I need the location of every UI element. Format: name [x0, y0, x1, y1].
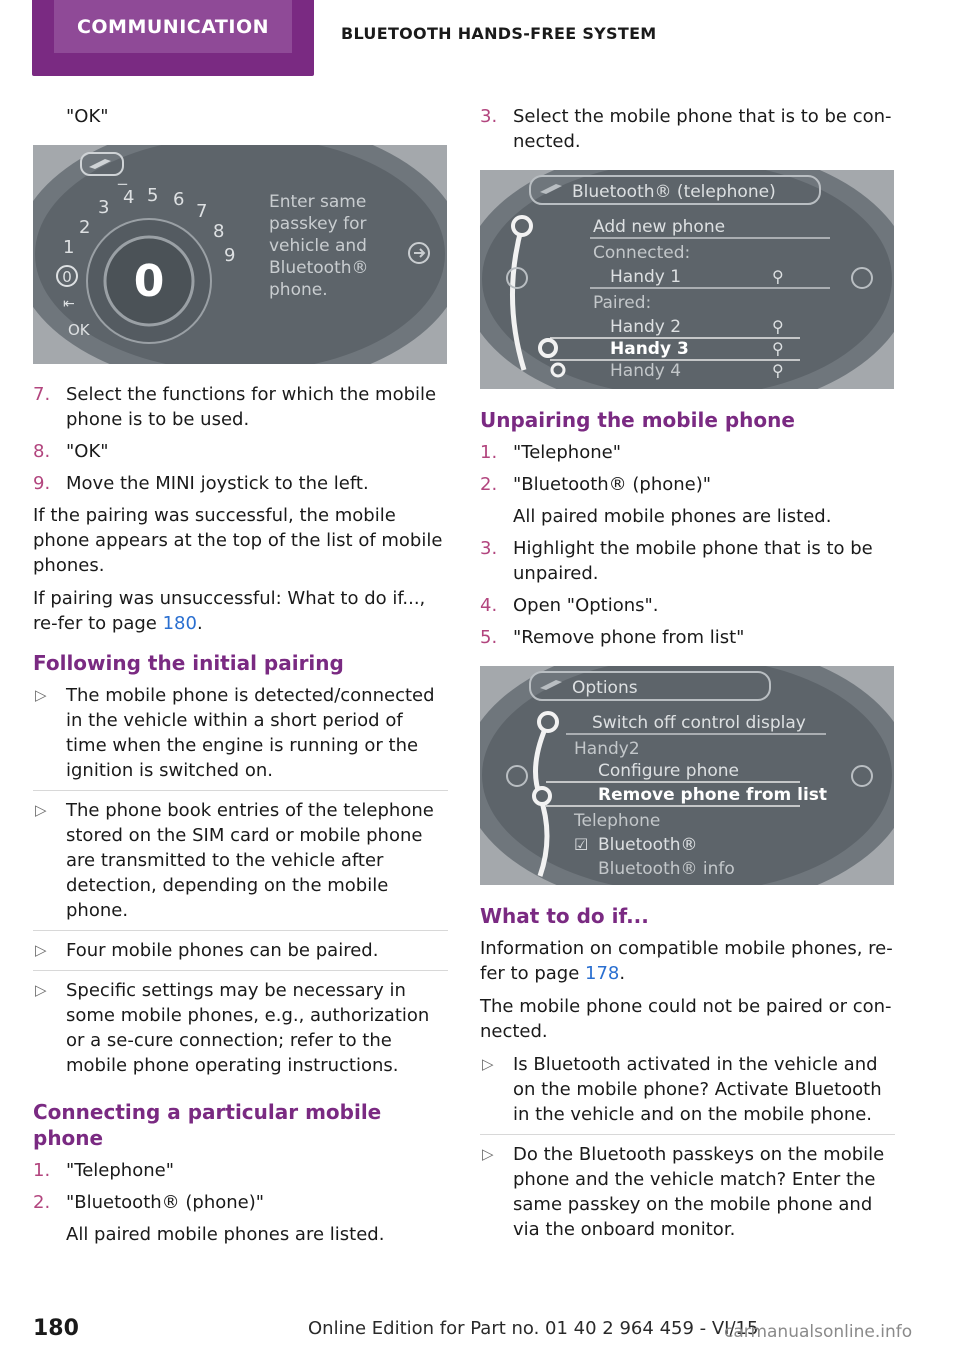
bullet-item: ▷ The mobile phone is detected/connected in the vehicle within a short period of time when the engine is running or the ignition is switched on. — [33, 683, 448, 791]
small-zero: 0 — [62, 268, 72, 286]
passkey-screen-figure — [33, 145, 447, 364]
paragraph: The mobile phone could not be paired or con‐nected. — [480, 996, 892, 1042]
list-item: 5. "Remove phone from list" — [480, 627, 745, 648]
page-link[interactable]: 180 — [162, 613, 197, 634]
watermark: carmanualsonline.info — [724, 1322, 913, 1342]
menu-item: Handy 1 — [610, 267, 682, 287]
bullet-list — [33, 683, 448, 1085]
hint-line-2: passkey for — [269, 214, 367, 234]
menu-item: Bluetooth® info — [598, 859, 735, 879]
digit-6: 6 — [173, 189, 185, 210]
list-item: 2. "Bluetooth® (phone)" All paired mobile phones are listed. — [33, 1192, 385, 1245]
chapter-title: COMMUNICATION — [54, 0, 292, 53]
menu-item: Telephone — [574, 811, 661, 831]
bullet-item: ▷ The phone book entries of the telephone stored on the SIM card or mobile phone are transmitted to the vehicle after detection, depending on the mobile phone. — [33, 798, 448, 931]
screen-title: Options — [572, 678, 638, 698]
menu-item: Bluetooth® — [598, 835, 698, 855]
ok-label: OK — [68, 321, 90, 339]
passkey-screen-graphic — [33, 145, 447, 364]
heading-unpairing: Unpairing the mobile phone — [480, 408, 795, 432]
phone-icon: ⚲ — [772, 339, 784, 358]
paragraph: If pairing was unsuccessful: What to do if..., re‐fer to page 180. — [33, 588, 426, 634]
menu-item-selected: Handy 3 — [610, 339, 689, 359]
digit-8: 8 — [213, 221, 225, 242]
section-title: BLUETOOTH HANDS-FREE SYSTEM — [341, 24, 657, 43]
paragraph: Information on compatible mobile phones, re‐fer to page 178. — [480, 938, 893, 984]
triangle-icon: ▷ — [35, 941, 47, 959]
list-item: 3. Select the mobile phone that is to be con‐nected. — [480, 106, 892, 152]
cursor: _ — [118, 165, 127, 186]
bullet-item: ▷ Do the Bluetooth passkeys on the mobile phone and the vehicle match? Enter the same passkey on the mobile phone and via the onboard monitor. — [482, 1144, 885, 1240]
page-link[interactable]: 178 — [585, 963, 620, 984]
bullet-item: ▷ Four mobile phones can be paired. — [33, 938, 448, 971]
menu-item: Paired: — [593, 293, 652, 313]
left-column — [33, 104, 448, 1254]
menu-item: Handy 2 — [610, 317, 682, 337]
digit-4: 4 — [123, 187, 135, 208]
list-item: 4. Open "Options". — [480, 595, 659, 616]
bluetooth-telephone-graphic — [480, 170, 894, 389]
backspace-icon: ⇤ — [63, 296, 75, 312]
list-item: 9. Move the MINI joystick to the left. — [33, 473, 369, 494]
menu-item: Handy 4 — [610, 361, 682, 381]
chapter-tab — [32, 0, 314, 76]
options-screen-graphic — [480, 666, 894, 885]
check-icon: ☑ — [574, 835, 589, 854]
digit-2: 2 — [79, 217, 91, 238]
options-screen-figure — [480, 666, 894, 885]
triangle-icon: ▷ — [35, 981, 47, 999]
hint-line-5: phone. — [269, 280, 328, 300]
triangle-icon: ▷ — [482, 1055, 494, 1073]
ok-step: "OK" — [66, 106, 109, 127]
heading-connecting: Connecting a particular mobile phone — [33, 1100, 382, 1150]
bullet-list — [480, 1052, 895, 1249]
hint-line-3: vehicle and — [269, 236, 367, 256]
screen-title: Bluetooth® (telephone) — [572, 182, 776, 202]
hint-line-4: Bluetooth® — [269, 258, 369, 278]
phone-icon: ⚲ — [772, 317, 784, 336]
list-item: 7. Select the functions for which the mobile phone is to be used. — [33, 384, 437, 430]
digit-3: 3 — [98, 197, 110, 218]
big-zero: 0 — [133, 256, 165, 307]
list-item: 8. "OK" — [33, 441, 109, 462]
bullet-item: ▷ Is Bluetooth activated in the vehicle and on the mobile phone? Activate Bluetooth in the vehicle and on the mobile phone. — [480, 1052, 895, 1135]
page-number: 180 — [33, 1316, 79, 1341]
digit-9: 9 — [224, 245, 236, 266]
menu-item: Connected: — [593, 243, 691, 263]
right-column — [480, 104, 895, 1256]
triangle-icon: ▷ — [482, 1145, 494, 1163]
phone-icon: ⚲ — [772, 267, 784, 286]
list-item: 1. "Telephone" — [33, 1160, 174, 1181]
triangle-icon: ▷ — [35, 801, 47, 819]
digit-1: 1 — [63, 237, 75, 258]
phone-icon: ⚲ — [772, 361, 784, 380]
bullet-item: ▷ Specific settings may be necessary in some mobile phones, e.g., authorization or a se‐cure connection; refer to the mobile phone operating instructions. — [35, 980, 430, 1076]
digit-7: 7 — [196, 201, 208, 222]
heading-initial-pairing: Following the initial pairing — [33, 651, 344, 675]
hint-line-1: Enter same — [269, 192, 367, 212]
menu-item-selected: Remove phone from list — [598, 785, 828, 805]
menu-item: Configure phone — [598, 761, 739, 781]
list-item: 1. "Telephone" — [480, 442, 621, 463]
paragraph: If the pairing was successful, the mobile phone appears at the top of the list of mobile phones. — [33, 505, 443, 576]
bluetooth-telephone-figure — [480, 170, 894, 389]
triangle-icon: ▷ — [35, 686, 47, 704]
list-item: 3. Highlight the mobile phone that is to be unpaired. — [480, 538, 873, 584]
menu-item: Handy2 — [574, 739, 640, 759]
menu-item: Add new phone — [593, 217, 726, 237]
menu-item: Switch off control display — [592, 713, 806, 733]
digit-5: 5 — [147, 185, 159, 206]
list-item: 2. "Bluetooth® (phone)" All paired mobile phones are listed. — [480, 474, 832, 527]
edition-text: Online Edition for Part no. 01 40 2 964 459 - VI/15 — [308, 1318, 759, 1339]
heading-what-to-do: What to do if... — [480, 904, 649, 928]
